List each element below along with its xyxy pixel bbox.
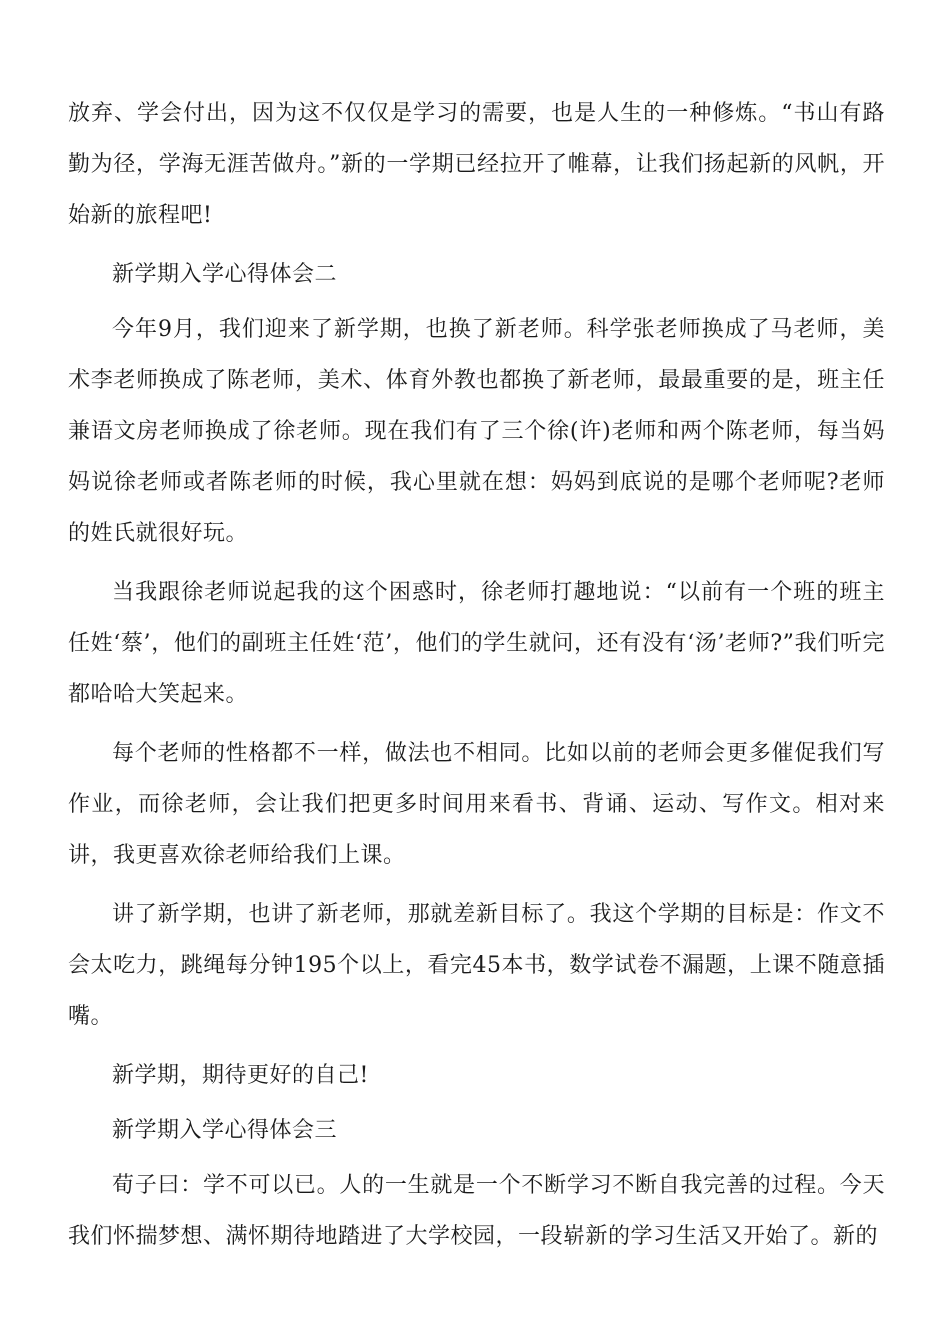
paragraph-1: 今年9月，我们迎来了新学期，也换了新老师。科学张老师换成了马老师，美术李老师换成了陈老师，美术、体育外教也都换了新老师，最最重要的是，班主任兼语文房老师换成了徐老师。现在我们有了三个徐(许)老师和两个陈老师，每当妈妈说徐老师或者陈老师的时候，我心里就在想：妈妈到底说的是哪个老师呢?老师的姓氏就很好玩。: [68, 317, 885, 546]
section-heading-3: 新学期入学心得体会三: [112, 1118, 338, 1143]
paragraph-4: 讲了新学期，也讲了新老师，那就差新目标了。我这个学期的目标是：作文不会太吃力，跳绳每分钟195个以上，看完45本书，数学试卷不漏题，上课不随意插嘴。: [68, 902, 885, 1029]
section-heading-2: 新学期入学心得体会二: [112, 262, 338, 287]
document-page: [68, 88, 885, 1270]
paragraph-6: 荀子曰：学不可以已。人的一生就是一个不断学习不断自我完善的过程。今天我们怀揣梦想、满怀期待地踏进了大学校园，一段崭新的学习生活又开始了。新的: [68, 1173, 885, 1249]
paragraph-intro: 放弃、学会付出，因为这不仅仅是学习的需要，也是人生的一种修炼。“书山有路勤为径，学海无涯苦做舟。”新的一学期已经拉开了帷幕，让我们扬起新的风帆，开始新的旅程吧!: [68, 101, 885, 228]
paragraph-3: 每个老师的性格都不一样，做法也不相同。比如以前的老师会更多催促我们写作业，而徐老师，会让我们把更多时间用来看书、背诵、运动、写作文。相对来讲，我更喜欢徐老师给我们上课。: [68, 741, 885, 868]
paragraph-5: 新学期，期待更好的自己!: [112, 1063, 369, 1088]
paragraph-2: 当我跟徐老师说起我的这个困惑时，徐老师打趣地说：“以前有一个班的班主任姓‘蔡’，他们的副班主任姓‘范’，他们的学生就问，还有没有‘汤’老师?”我们听完都哈哈大笑起来。: [68, 580, 885, 707]
